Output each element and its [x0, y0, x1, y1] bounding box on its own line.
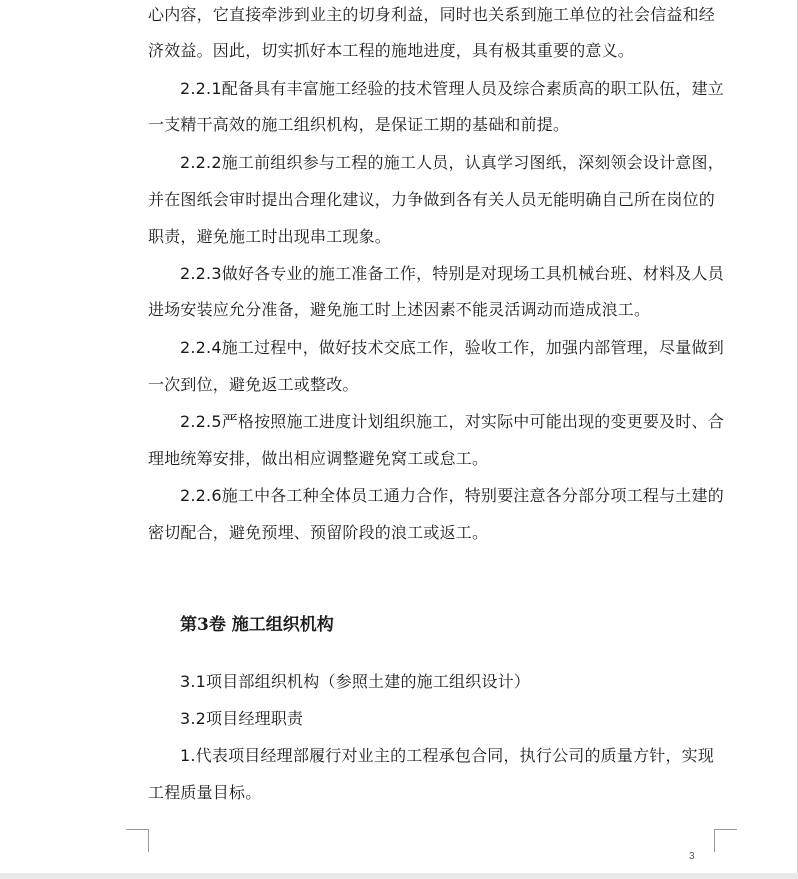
paragraph-line: 2.2.4施工过程中，做好技术交底工作，验收工作，加强内部管理，尽量做到	[180, 338, 724, 357]
section-paragraph-line: 1.代表项目经理部履行对业主的工程承包合同，执行公司的质量方针，实现	[180, 746, 715, 765]
paragraph-line: 并在图纸会审时提出合理化建议，力争做到各有关人员无能明确自己所在岗位的	[148, 190, 716, 209]
paragraph-line: 进场安装应允分准备，避免施工时上述因素不能灵活调动而造成浪工。	[148, 300, 651, 319]
margin-corner-mark-right	[714, 829, 737, 852]
paragraph-line: 一支精干高效的施工组织机构，是保证工期的基础和前提。	[148, 115, 570, 134]
section-paragraph-line: 工程质量目标。	[148, 783, 262, 802]
section-paragraph-line: 3.1项目部组织机构（参照土建的施工组织设计）	[180, 672, 531, 691]
margin-corner-mark-left	[126, 829, 149, 852]
page-bottom-edge	[0, 873, 798, 879]
paragraph-line: 密切配合，避免预埋、预留阶段的浪工或返工。	[148, 523, 489, 542]
paragraph-line: 济效益。因此，切实抓好本工程的施地进度，具有极其重要的意义。	[148, 41, 635, 60]
paragraph-line: 一次到位，避免返工或整改。	[148, 375, 359, 394]
paragraph-line: 2.2.6施工中各工种全体员工通力合作，特别要注意各分部分项工程与土建的	[180, 486, 724, 505]
paragraph-line: 心内容，它直接牵涉到业主的切身利益，同时也关系到施工单位的社会信益和经	[148, 5, 716, 24]
paragraph-line: 2.2.3做好各专业的施工准备工作，特别是对现场工具机械台班、材料及人员	[180, 264, 724, 283]
paragraph-line: 职责，避免施工时出现串工现象。	[148, 227, 392, 246]
section-paragraph-line: 3.2项目经理职责	[180, 709, 304, 728]
section-heading: 第3卷 施工组织机构	[180, 615, 334, 635]
paragraph-line: 2.2.2施工前组织参与工程的施工人员，认真学习图纸，深刻领会设计意图，	[180, 153, 724, 172]
paragraph-line: 2.2.1配备具有丰富施工经验的技术管理人员及综合素质高的职工队伍，建立	[180, 79, 724, 98]
page-number: 3	[689, 851, 695, 862]
paragraph-line: 理地统筹安排，做出相应调整避免窝工或怠工。	[148, 449, 489, 468]
paragraph-line: 2.2.5严格按照施工进度计划组织施工，对实际中可能出现的变更要及时、合	[180, 412, 724, 431]
